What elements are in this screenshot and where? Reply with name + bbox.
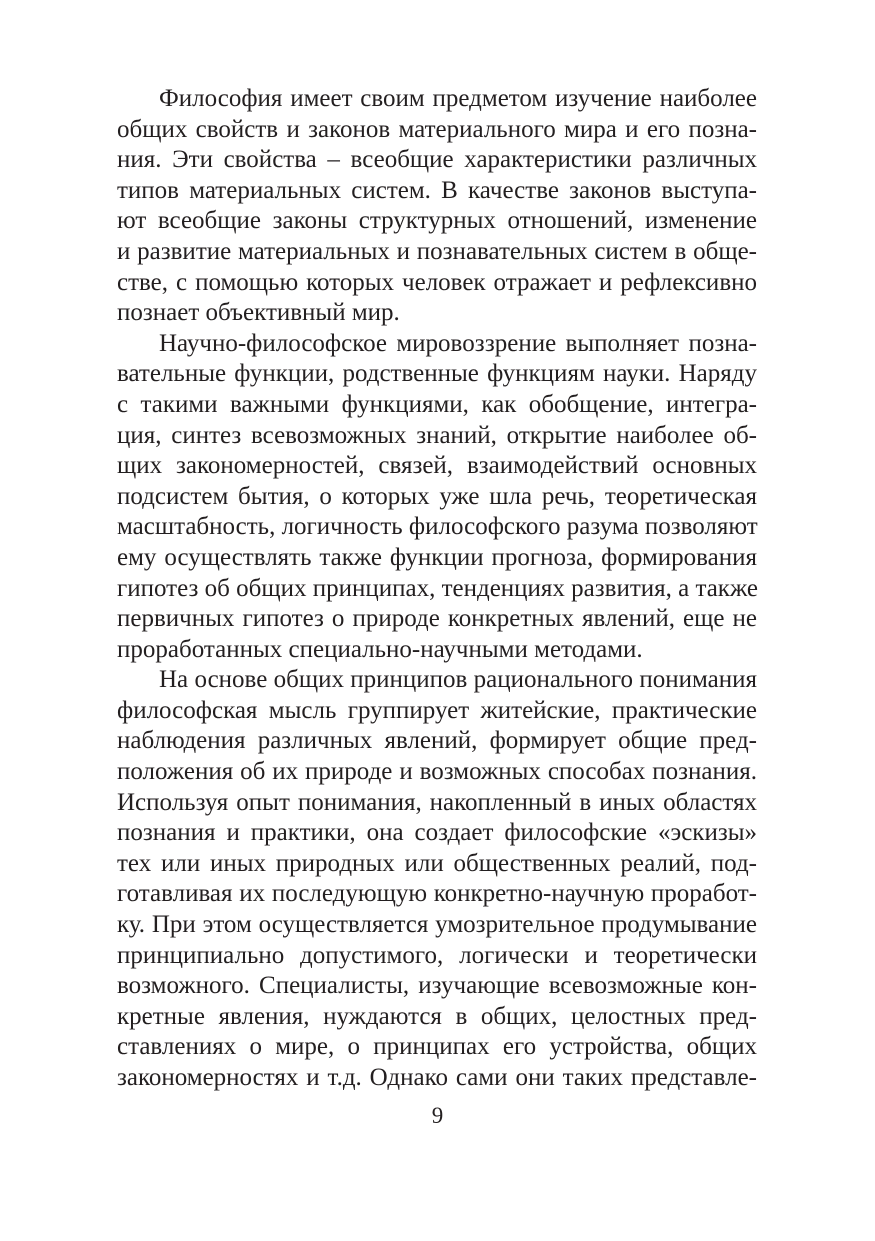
text-line: ют всеобщие законы структурных отношений, изменение [117,207,757,235]
page-number: 9 [431,1103,444,1128]
text-line: познает объективный мир. [117,299,400,327]
text-line: ния. Эти свойства – всеобщие характеристики различных [117,146,757,174]
text-line: тех или иных природных или общественных реалий, под- [117,849,757,877]
text-line: закономерностях и т.д. Однако сами они таких представле- [117,1064,757,1091]
text-line: ему осуществлять также функции прогноза, формирования [117,543,757,571]
paragraph-3 [117,665,757,1093]
text-line: ция, синтез всевозможных знаний, открытие наиболее об- [117,421,757,449]
text-line: принципиально допустимого, логически и теоретически [117,941,757,969]
text-line: философская мысль группирует житейские, практические [117,696,757,724]
text-line: гипотез об общих принципах, тенденциях развития, а также [117,574,758,602]
paragraph-1 [117,84,757,329]
text-line: возможного. Специалисты, изучающие всевозможные кон- [117,972,757,1000]
text-line: стве, с помощью которых человек отражает и рефлексивно [117,268,757,296]
text-line: первичных гипотез о природе конкретных явлений, еще не [117,605,757,633]
text-line: положения об их природе и возможных способах познания. [117,758,757,786]
text-line: кретные явления, нуждаются в общих, целостных пред- [117,1002,757,1030]
text-line: и развитие материальных и познавательных систем в обще- [117,237,757,265]
text-line: масштабность, логичность философского разума позволяют [117,513,758,541]
text-line: Используя опыт понимания, накопленный в иных областях [117,788,757,816]
text-line: Научно-философское мировоззрение выполняет позна- [159,329,757,357]
text-line: познания и практики, она создает философские «эскизы» [117,819,757,847]
text-line: Философия имеет своим предметом изучение наиболее [159,85,757,112]
paragraph-2 [117,329,757,666]
text-line: подсистем бытия, о которых уже шла речь, теоретическая [117,482,757,510]
body-text [117,84,757,1094]
text-line: проработанных специально-научными методами. [117,635,643,663]
text-line: ку. При этом осуществляется умозрительное продумывание [117,911,757,939]
text-line: общих свойств и законов материального мира и его позна- [117,115,757,143]
text-line: ставлениях о мире, о принципах его устройства, общих [117,1033,757,1061]
text-line: На основе общих принципов рационального понимания [159,666,757,694]
text-line: с такими важными функциями, как обобщение, интегра- [117,390,757,418]
text-line: типов материальных систем. В качестве законов выступа- [117,176,757,204]
text-line: готавливая их последующую конкретно-научную проработ- [117,880,757,908]
text-line: наблюдения различных явлений, формирует общие пред- [117,727,757,755]
text-line: щих закономерностей, связей, взаимодействий основных [117,452,757,480]
text-line: вательные функции, родственные функциям науки. Наряду [117,360,757,388]
